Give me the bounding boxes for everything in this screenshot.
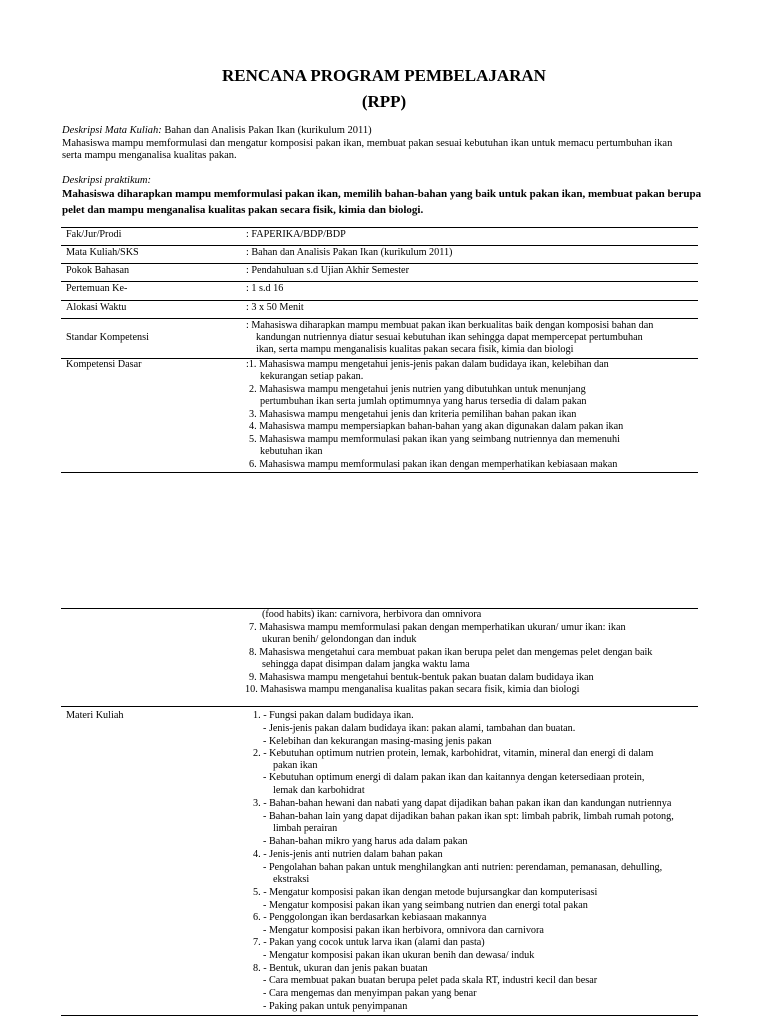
document-subtitle: (RPP) — [361, 92, 407, 111]
basic-item: (food habits) ikan: carnivora, herbivora dan omnivora — [262, 609, 482, 620]
material-item: - Mengatur komposisi pakan ikan ukuran benih dan dewasa/ induk — [263, 950, 535, 961]
material-item: - Bahan-bahan mikro yang harus ada dalam pakan — [263, 836, 468, 847]
table-rule — [61, 245, 698, 246]
material-item: - Kebutuhan optimum energi di dalam pakan ikan dan kaitannya dengan ketersediaan protein, — [263, 772, 645, 783]
material-item: limbah perairan — [273, 823, 338, 834]
row-label-basic: Kompetensi Dasar — [66, 359, 142, 370]
course-description-line: Mahasiswa mampu memformulasi dan mengatur komposisi pakan ikan, membuat pakan sesuai kebutuhan ikan untuk memacu pertumbuhan ikan — [62, 137, 673, 149]
course-description — [62, 125, 707, 163]
course-description-label: Deskripsi Mata Kuliah: — [62, 125, 162, 136]
row-value-meeting: : 1 s.d 16 — [246, 283, 284, 294]
basic-item: :1. Mahasiswa mampu mengetahui jenis-jenis pakan dalam budidaya ikan, kelebihan dan — [246, 359, 609, 370]
material-item: 7. - Pakan yang cocok untuk larva ikan (alami dan pasta) — [253, 937, 485, 948]
table-rule — [61, 706, 698, 707]
basic-item: 10. Mahasiswa mampu menganalisa kualitas pakan secara fisik, kimia dan biologi — [245, 684, 580, 695]
row-label-course: Mata Kuliah/SKS — [66, 247, 139, 258]
document-title: RENCANA PROGRAM PEMBELAJARAN — [222, 66, 546, 85]
material-item: ekstraksi — [273, 874, 310, 885]
material-item: 1. - Fungsi pakan dalam budidaya ikan. — [253, 710, 414, 721]
basic-item: kebutuhan ikan — [260, 446, 323, 457]
basic-item: 6. Mahasiswa mampu memformulasi pakan ikan dengan memperhatikan kebiasaan makan — [249, 459, 618, 470]
basic-item: pertumbuhan ikan serta jumlah optimumnya yang harus tersedia di dalam pakan — [260, 396, 587, 407]
table-rule — [61, 281, 698, 282]
basic-item: 4. Mahasiswa mampu mempersiapkan bahan-bahan yang akan digunakan dalam pakan ikan — [249, 421, 624, 432]
row-value-standard-line: ikan, serta mampu menganalisis kualitas pakan secara fisik, kimia dan biologi — [256, 344, 574, 355]
material-item: - Jenis-jenis pakan dalam budidaya ikan: pakan alami, tambahan dan buatan. — [263, 723, 576, 734]
basic-item: 9. Mahasiswa mampu mengetahui bentuk-bentuk pakan buatan dalam budidaya ikan — [249, 672, 594, 683]
basic-item: 2. Mahasiswa mampu mengetahui jenis nutrien yang dibutuhkan untuk menunjang — [249, 384, 586, 395]
material-item: - Paking pakan untuk penyimpanan — [263, 1001, 408, 1012]
material-item: - Bahan-bahan lain yang dapat dijadikan bahan pakan ikan spt: limbah pabrik, limbah rumah potong, — [263, 811, 674, 822]
row-label-faculty: Fak/Jur/Prodi — [66, 229, 122, 240]
row-label-materials: Materi Kuliah — [66, 710, 124, 721]
row-label-time: Alokasi Waktu — [66, 302, 127, 313]
material-item: - Kelebihan dan kekurangan masing-masing jenis pakan — [263, 736, 492, 747]
material-item: 5. - Mengatur komposisi pakan ikan dengan metode bujursangkar dan komputerisasi — [253, 887, 598, 898]
table-rule — [61, 1015, 698, 1016]
course-description-course: Bahan dan Analisis Pakan Ikan (kurikulum 2011) — [164, 125, 372, 136]
material-item: - Mengatur komposisi pakan ikan yang seimbang nutrien dan energi total pakan — [263, 900, 588, 911]
table-rule — [61, 263, 698, 264]
material-item: pakan ikan — [273, 760, 318, 771]
material-item: - Cara mengemas dan menyimpan pakan yang benar — [263, 988, 477, 999]
row-label-meeting: Pertemuan Ke- — [66, 283, 128, 294]
course-description-line: serta mampu menganalisa kualitas pakan. — [62, 150, 237, 161]
row-label-standard: Standar Kompetensi — [66, 332, 149, 343]
material-item: 3. - Bahan-bahan hewani dan nabati yang dapat dijadikan bahan pakan ikan dan kandungan nutriennya — [253, 798, 672, 809]
material-item: lemak dan karbohidrat — [273, 785, 365, 796]
practicum-description-line: pelet dan mampu menganalisa kualitas pakan secara fisik, kimia dan biologi. — [62, 204, 424, 216]
row-value-faculty: : FAPERIKA/BDP/BDP — [246, 229, 346, 240]
basic-item: sehingga dapat disimpan dalam jangka waktu lama — [262, 659, 470, 670]
basic-item: kekurangan setiap pakan. — [260, 371, 364, 382]
basic-item: 5. Mahasiswa mampu memformulasi pakan ikan yang seimbang nutriennya dan memenuhi — [249, 434, 620, 445]
material-item: 8. - Bentuk, ukuran dan jenis pakan buatan — [253, 963, 428, 974]
row-value-standard-line: kandungan nutriennya diatur sesuai kebutuhan ikan sehingga dapat mempercepat pertumbuhan — [256, 332, 643, 343]
practicum-description-label: Deskripsi praktikum: — [62, 175, 151, 186]
practicum-description-body — [62, 186, 707, 218]
material-item: - Pengolahan bahan pakan untuk menghilangkan anti nutrien: perendaman, pemanasan, dehulling, — [263, 862, 663, 873]
table-rule — [61, 300, 698, 301]
material-item: - Cara membuat pakan buatan berupa pelet pada skala RT, industri kecil dan besar — [263, 975, 598, 986]
material-item: 6. - Penggolongan ikan berdasarkan kebiasaan makannya — [253, 912, 487, 923]
row-value-time: : 3 x 50 Menit — [246, 302, 304, 313]
table-rule — [61, 227, 698, 228]
practicum-description-line: Mahasiswa diharapkan mampu memformulasi pakan ikan, memilih bahan-bahan yang baik untuk pakan ikan, membuat pakan berupa — [62, 188, 702, 200]
row-value-topic: : Pendahuluan s.d Ujian Akhir Semester — [246, 265, 409, 276]
basic-item: 3. Mahasiswa mampu mengetahui jenis dan kriteria pemilihan bahan pakan ikan — [249, 409, 577, 420]
table-rule — [61, 472, 698, 473]
basic-item: 8. Mahasiswa mengetahui cara membuat pakan ikan berupa pelet dan mengemas pelet dengan baik — [249, 647, 653, 658]
row-value-course: : Bahan dan Analisis Pakan Ikan (kurikulum 2011) — [246, 247, 453, 258]
basic-item: 7. Mahasiswa mampu memformulasi pakan dengan memperhatikan ukuran/ umur ikan: ikan — [249, 622, 626, 633]
table-rule — [61, 318, 698, 319]
row-label-topic: Pokok Bahasan — [66, 265, 130, 276]
basic-item: ukuran benih/ gelondongan dan induk — [262, 634, 417, 645]
material-item: 4. - Jenis-jenis anti nutrien dalam bahan pakan — [253, 849, 443, 860]
material-item: 2. - Kebutuhan optimum nutrien protein, lemak, karbohidrat, vitamin, mineral dan energi di dalam — [253, 748, 654, 759]
row-value-standard-line: : Mahasiswa diharapkan mampu membuat pakan ikan berkualitas baik dengan komposisi bahan dan — [246, 320, 654, 331]
material-item: - Mengatur komposisi pakan ikan herbivora, omnivora dan carnivora — [263, 925, 544, 936]
